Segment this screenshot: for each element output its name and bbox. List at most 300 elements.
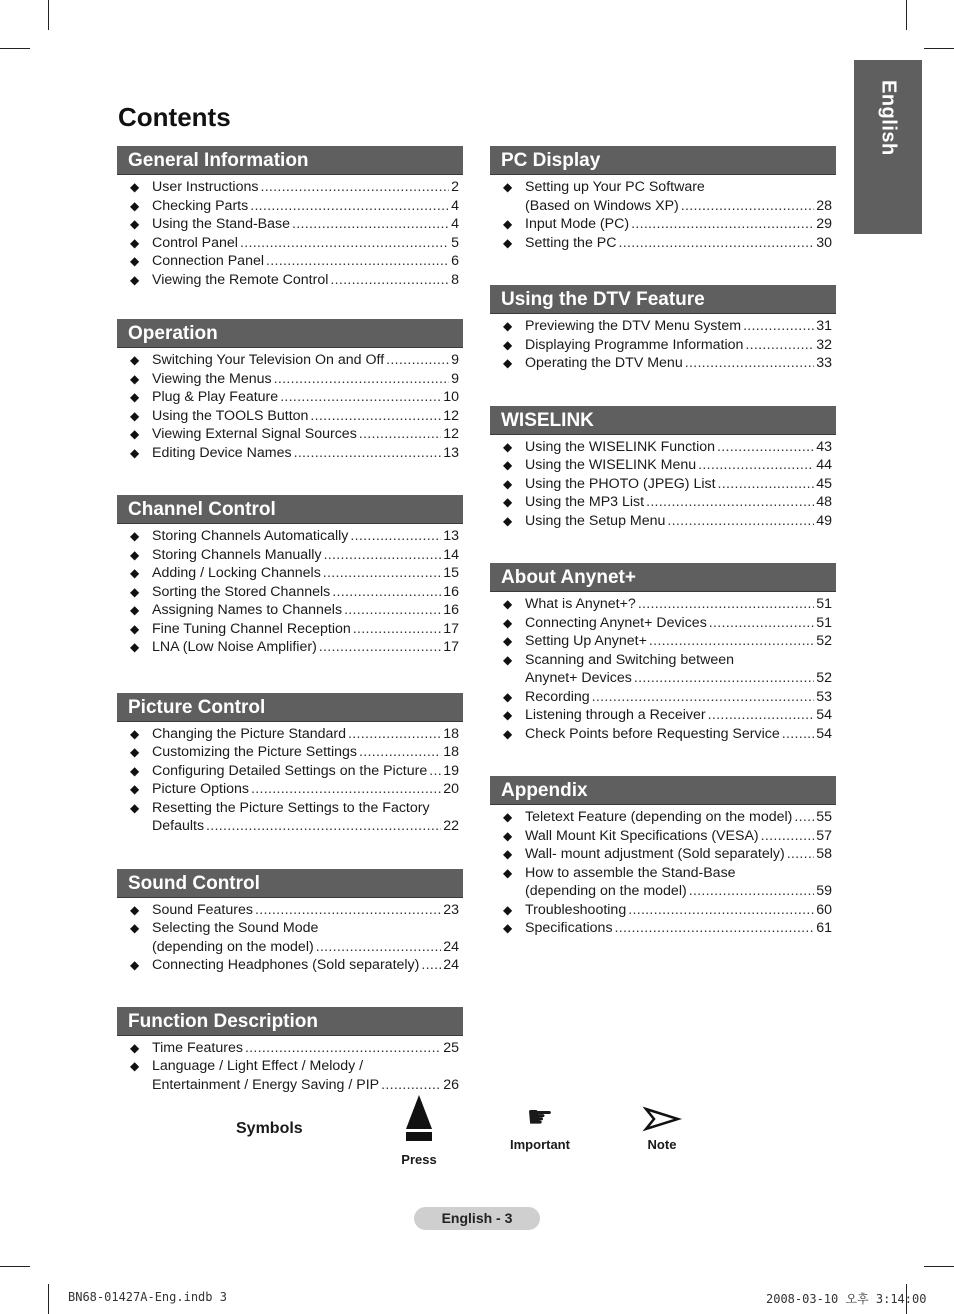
diamond-bullet-icon: ◆ [130,1040,140,1055]
toc-entry-line [152,817,459,836]
toc-entry-page: 32 [816,336,832,353]
diamond-bullet-icon: ◆ [503,180,513,194]
toc-entry[interactable] [117,638,463,657]
toc-entry-page: 4 [451,216,459,232]
toc-entry-title: Checking Parts [152,197,249,214]
toc-entry-page: 29 [816,216,832,232]
toc-section [490,406,836,531]
toc-entry[interactable] [117,215,463,234]
dot-leader [646,493,814,512]
toc-list [490,178,836,252]
toc-list [117,178,463,289]
toc-entry-title: Connecting Headphones (Sold separately) [152,957,420,973]
toc-list [117,901,463,975]
diamond-bullet-icon: ◆ [503,865,513,880]
section-heading: Picture Control [117,693,463,722]
dot-leader [745,336,814,355]
toc-entry-line [152,743,459,762]
diamond-bullet-icon: ◆ [503,902,513,917]
diamond-bullet-icon: ◆ [503,708,513,722]
toc-entry-page: 43 [816,438,832,455]
toc-entry-line [152,351,459,370]
toc-entry[interactable] [117,407,463,426]
dot-leader [681,197,814,216]
toc-entry-line [525,669,832,688]
toc-entry-title: Setting Up Anynet+ [525,633,647,649]
toc-section [490,563,836,743]
diamond-bullet-icon: ◆ [503,726,513,741]
toc-entry-line [525,197,832,216]
toc-entry-page: 2 [451,179,459,195]
toc-entry-line [525,456,832,475]
diamond-bullet-icon: ◆ [503,495,513,509]
diamond-bullet-icon: ◆ [503,217,513,231]
toc-entry-title: Check Points before Requesting Service [525,725,780,742]
press-symbol [369,1095,469,1167]
right-column [490,146,836,938]
toc-entry-page: 33 [816,355,832,371]
print-file-name: BN68-01427A-Eng.indb 3 [68,1290,227,1304]
section-heading: Operation [117,319,463,348]
diamond-bullet-icon: ◆ [130,198,140,213]
toc-entry-line [152,215,459,234]
toc-entry[interactable] [117,351,463,370]
dot-leader [330,271,449,290]
toc-entry-line [525,475,832,494]
toc-entry[interactable] [117,252,463,271]
toc-entry-page: 26 [443,1076,459,1093]
toc-entry-line [152,762,459,781]
toc-entry-line [152,956,459,975]
toc-entry-line [152,370,459,389]
toc-entry-title: Using the WISELINK Menu [525,457,697,473]
toc-entry[interactable] [117,1057,463,1094]
toc-entry-title: Control Panel [152,234,238,251]
toc-entry-line [152,725,459,744]
toc-entry-title: Storing Channels Manually [152,546,322,563]
toc-section [490,146,836,252]
toc-entry-title: Connection Panel [152,253,265,269]
toc-entry-page: 48 [816,494,832,510]
toc-entry-page: 19 [443,762,459,779]
toc-entry[interactable] [490,475,836,494]
toc-entry-line [525,706,832,725]
toc-entry-page: 12 [443,407,459,424]
toc-entry-line [152,527,459,546]
toc-entry-title: Input Mode (PC) [525,216,630,232]
toc-entry[interactable] [117,725,463,744]
diamond-bullet-icon: ◆ [503,337,513,352]
dot-leader [787,845,815,864]
toc-entry[interactable] [117,444,463,463]
toc-entry[interactable] [490,651,836,688]
toc-entry-page: 16 [443,583,459,600]
dot-leader [292,215,449,234]
toc-entry-title: Using the PHOTO (JPEG) List [525,475,716,492]
toc-entry-title: Resetting the Picture Settings to the Factory [152,799,430,816]
note-caption: Note [647,1137,677,1152]
dot-leader [429,762,441,781]
toc-entry-title: Displaying Programme Information [525,336,744,353]
toc-entry-line [525,595,832,614]
toc-entry[interactable] [117,743,463,762]
diamond-bullet-icon: ◆ [130,1059,140,1073]
toc-entry-page: 15 [443,565,459,581]
toc-entry[interactable] [117,956,463,975]
dot-leader [718,475,815,494]
toc-entry-title: Switching Your Television On and Off [152,352,385,368]
dot-leader [251,780,441,799]
toc-entry-title: Storing Channels Automatically [152,528,349,544]
toc-entry-line [152,780,459,799]
toc-entry[interactable] [117,527,463,546]
dot-leader [619,234,815,253]
diamond-bullet-icon: ◆ [130,902,140,917]
toc-entry-line [152,901,459,920]
toc-entry[interactable] [117,762,463,781]
toc-entry-line [525,725,832,744]
toc-entry-title: Viewing the Menus [152,370,272,387]
diamond-bullet-icon: ◆ [503,513,513,528]
toc-entry[interactable] [490,595,836,614]
diamond-bullet-icon: ◆ [130,800,140,815]
toc-entry[interactable] [490,706,836,725]
dot-leader [250,197,449,216]
toc-entry-title: Sorting the Stored Channels [152,583,331,600]
diamond-bullet-icon: ◆ [130,445,140,460]
diamond-bullet-icon: ◆ [130,408,140,423]
toc-entry-title: Picture Options [152,781,249,797]
symbols-label: Symbols [236,1120,303,1137]
diamond-bullet-icon: ◆ [130,745,140,759]
dot-leader [332,583,441,602]
toc-entry-page: 58 [816,846,832,862]
toc-entry-title: Selecting the Sound Mode [152,920,319,936]
toc-entry[interactable] [117,583,463,602]
toc-entry-title: Configuring Detailed Settings on the Picture [152,762,428,779]
toc-entry-line [525,215,832,234]
toc-list [117,351,463,462]
toc-entry-line [525,845,832,864]
dot-leader [274,370,449,389]
toc-list [490,438,836,531]
toc-entry-page: 9 [451,370,459,387]
diamond-bullet-icon: ◆ [130,547,140,562]
toc-entry[interactable] [490,438,836,457]
toc-entry-page: 6 [451,253,459,269]
toc-entry[interactable] [490,215,836,234]
toc-entry-title: Specifications [525,920,613,936]
toc-entry-page: 16 [443,602,459,618]
toc-entry-line [152,444,459,463]
toc-entry-title: Using the Setup Menu [525,512,666,529]
toc-entry-title: Time Features [152,1039,243,1056]
dot-leader [359,743,441,762]
diamond-bullet-icon: ◆ [503,356,513,370]
toc-entry-title: User Instructions [152,179,259,195]
toc-entry[interactable] [117,546,463,565]
toc-entry[interactable] [117,234,463,253]
toc-section [117,146,463,289]
toc-list [117,527,463,657]
diamond-bullet-icon: ◆ [130,371,140,386]
toc-entry[interactable] [490,317,836,336]
diamond-bullet-icon: ◆ [130,566,140,580]
toc-entry-line [152,234,459,253]
crop-mark [0,1266,30,1267]
page-title: Contents [118,102,231,132]
toc-entry-page: 24 [443,957,459,973]
dot-leader [206,817,441,836]
toc-entry[interactable] [490,901,836,920]
press-caption: Press [401,1152,437,1167]
toc-entry-title: Fine Tuning Channel Reception [152,620,351,637]
toc-entry-line [152,388,459,407]
toc-entry[interactable] [490,827,836,846]
page-number-pill [414,1207,540,1230]
diamond-bullet-icon: ◆ [503,810,513,824]
toc-entry[interactable] [117,178,463,197]
dot-leader [782,725,814,744]
toc-section [117,869,463,975]
toc-entry-page: 18 [443,725,459,742]
section-heading: About Anynet+ [490,563,836,592]
toc-entry-page: 24 [443,938,459,955]
toc-entry-page: 8 [451,271,459,288]
dot-leader [344,601,441,620]
toc-entry-page: 59 [816,883,832,899]
toc-entry[interactable] [490,919,836,938]
toc-entry-title: Changing the Picture Standard [152,725,347,742]
toc-entry-line [525,512,832,531]
dot-leader [381,1076,441,1095]
toc-entry[interactable] [490,178,836,215]
dot-leader [266,252,449,271]
toc-entry[interactable] [117,564,463,583]
toc-entry-page: 30 [816,234,832,251]
dot-leader [353,620,441,639]
dot-leader [260,178,449,197]
toc-entry-title: Using the MP3 List [525,494,645,510]
toc-entry-title: (depending on the model) [152,938,314,955]
toc-entry-line [525,336,832,355]
diamond-bullet-icon: ◆ [130,390,140,404]
toc-entry-line [152,1057,459,1076]
dot-leader [280,388,441,407]
toc-entry-line [525,827,832,846]
toc-entry-page: 13 [443,528,459,544]
important-symbol [490,1103,590,1152]
dot-leader [708,706,815,725]
toc-entry-line [525,438,832,457]
toc-entry-page: 44 [816,457,832,473]
section-heading: Appendix [490,776,836,805]
toc-entry[interactable] [490,864,836,901]
toc-entry[interactable] [117,388,463,407]
dot-leader [667,512,814,531]
toc-entry-title: Plug & Play Feature [152,389,279,405]
toc-entry-title: Editing Device Names [152,444,292,461]
dot-leader [634,669,814,688]
diamond-bullet-icon: ◆ [503,458,513,472]
toc-entry[interactable] [490,456,836,475]
toc-entry[interactable] [117,1039,463,1058]
toc-entry-title: Customizing the Picture Settings [152,744,358,760]
toc-entry[interactable] [117,901,463,920]
toc-entry[interactable] [490,614,836,633]
dot-leader [685,354,815,373]
toc-entry-line [525,614,832,633]
section-heading: PC Display [490,146,836,175]
toc-entry-title: Wall- mount adjustment (Sold separately) [525,846,785,862]
toc-section [117,495,463,657]
diamond-bullet-icon: ◆ [130,603,140,617]
toc-entry[interactable] [490,808,836,827]
toc-entry-title: Setting up Your PC Software [525,179,705,195]
toc-entry-line [152,178,459,197]
toc-section [490,776,836,938]
page-number-label: English - 3 [441,1210,513,1226]
toc-entry[interactable] [117,425,463,444]
toc-entry-title: Previewing the DTV Menu System [525,318,742,334]
toc-entry-line [152,620,459,639]
toc-entry[interactable] [490,725,836,744]
toc-entry-title: Using the TOOLS Button [152,407,309,424]
toc-entry-page: 52 [816,633,832,649]
diamond-bullet-icon: ◆ [130,353,140,367]
note-symbol [612,1105,712,1152]
dot-leader [319,638,441,657]
section-heading: Channel Control [117,495,463,524]
toc-entry[interactable] [490,336,836,355]
toc-entry-title: How to assemble the Stand-Base [525,864,736,881]
dot-leader [310,407,441,426]
toc-entry-line [152,919,459,938]
dot-leader [743,317,814,336]
crop-mark [906,0,907,30]
diamond-bullet-icon: ◆ [503,634,513,648]
toc-entry-title: Adding / Locking Channels [152,565,321,581]
toc-entry[interactable] [117,271,463,290]
toc-entry-page: 28 [816,197,832,214]
diamond-bullet-icon: ◆ [503,652,513,667]
toc-entry[interactable] [117,370,463,389]
dot-leader [348,725,441,744]
toc-entry-page: 49 [816,512,832,529]
toc-entry[interactable] [117,799,463,836]
diamond-bullet-icon: ◆ [503,615,513,630]
toc-entry-title: Viewing External Signal Sources [152,426,357,442]
toc-entry-title: Operating the DTV Menu [525,355,683,371]
dot-leader [316,938,442,957]
dot-leader [689,882,815,901]
diamond-bullet-icon: ◆ [130,180,140,194]
toc-entry-line [525,651,832,670]
toc-entry-page: 10 [443,389,459,405]
dot-leader [294,444,442,463]
toc-entry-title: Using the Stand-Base [152,216,291,232]
crop-mark [924,48,954,49]
diamond-bullet-icon: ◆ [130,254,140,268]
toc-entry[interactable] [117,197,463,216]
toc-entry-title: Troubleshooting [525,901,627,918]
dot-leader [761,827,815,846]
toc-entry-line [152,583,459,602]
toc-entry-line [152,425,459,444]
toc-entry[interactable] [490,512,836,531]
toc-entry-title: LNA (Low Noise Amplifier) [152,639,317,655]
toc-entry-line [525,317,832,336]
press-icon [403,1095,435,1143]
toc-entry[interactable] [117,919,463,956]
note-arrow-icon [642,1105,682,1133]
toc-entry[interactable] [490,234,836,253]
toc-entry[interactable] [490,493,836,512]
toc-entry[interactable] [490,688,836,707]
dot-leader [615,919,815,938]
language-tab [854,60,922,234]
toc-entry-title: Connecting Anynet+ Devices [525,614,707,631]
dot-leader [628,901,814,920]
dot-leader [631,215,814,234]
section-heading: Using the DTV Feature [490,285,836,314]
toc-entry-title: Language / Light Effect / Melody / [152,1058,364,1074]
toc-entry[interactable] [490,632,836,651]
toc-list [490,595,836,743]
toc-entry-title: Recording [525,688,590,705]
language-tab-label: English [877,80,900,156]
toc-list [117,725,463,836]
toc-entry-line [525,632,832,651]
diamond-bullet-icon: ◆ [503,689,513,704]
toc-entry-line [152,564,459,583]
crop-mark [924,1266,954,1267]
toc-entry-title: Listening through a Receiver [525,707,706,723]
toc-entry[interactable] [490,354,836,373]
dot-leader [359,425,441,444]
diamond-bullet-icon: ◆ [130,726,140,741]
toc-entry[interactable] [117,601,463,620]
diamond-bullet-icon: ◆ [130,272,140,287]
toc-entry-page: 60 [816,901,832,918]
toc-entry-page: 54 [816,707,832,723]
toc-entry[interactable] [117,620,463,639]
toc-entry-title: Wall Mount Kit Specifications (VESA) [525,827,759,844]
toc-entry-title: Assigning Names to Channels [152,602,343,618]
dot-leader [794,808,814,827]
diamond-bullet-icon: ◆ [130,235,140,250]
toc-entry-line [525,882,832,901]
toc-entry-page: 61 [816,920,832,936]
toc-entry-page: 4 [451,197,459,214]
toc-entry-line [152,799,459,818]
diamond-bullet-icon: ◆ [503,235,513,250]
toc-entry-line [525,354,832,373]
dot-leader [350,527,441,546]
toc-entry-title: Viewing the Remote Control [152,271,329,288]
toc-entry-line [525,919,832,938]
toc-entry[interactable] [490,845,836,864]
crop-mark [48,1284,49,1314]
important-caption: Important [510,1137,570,1152]
toc-section [117,693,463,836]
dot-leader [324,546,442,565]
toc-entry-line [152,638,459,657]
dot-leader [649,632,814,651]
toc-entry[interactable] [117,780,463,799]
diamond-bullet-icon: ◆ [503,476,513,491]
diamond-bullet-icon: ◆ [130,640,140,654]
